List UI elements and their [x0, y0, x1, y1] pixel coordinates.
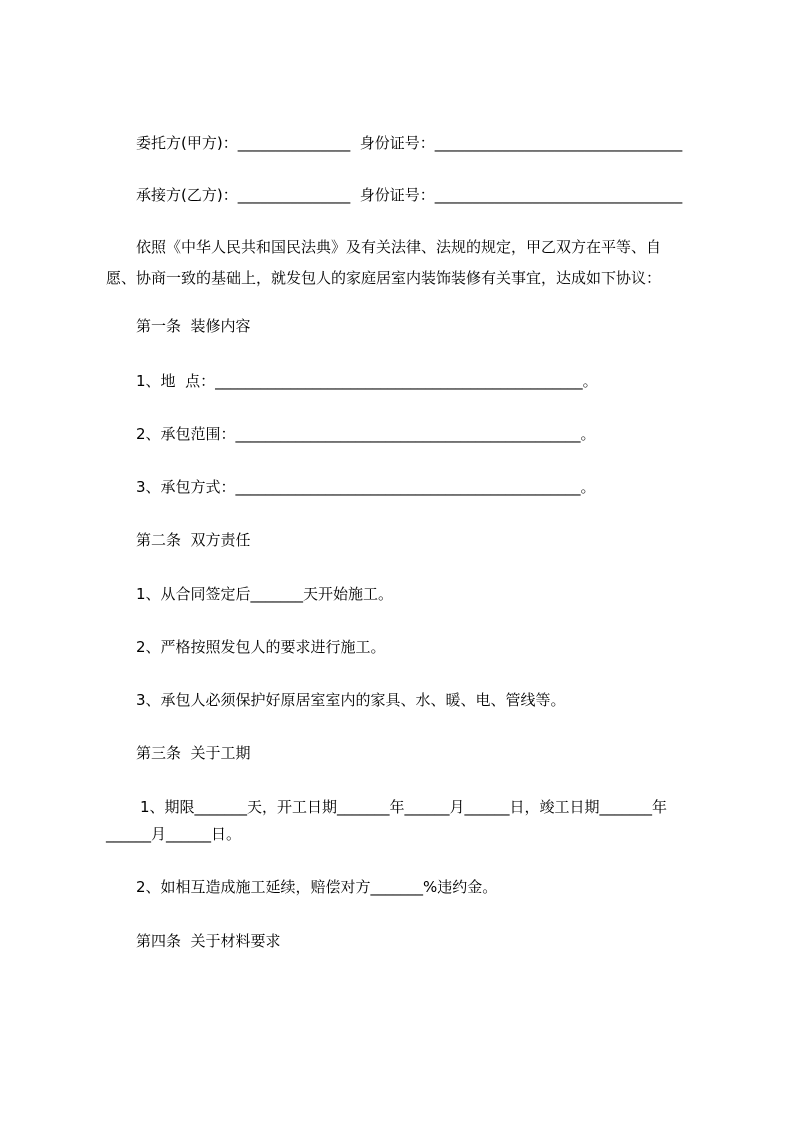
- article-1-item-2: 2、承包范围：______________________________________________。: [136, 425, 596, 443]
- article-3-item-2: 2、如相互造成施工延续，赔偿对方_______%违约金。: [136, 878, 498, 896]
- article-1-item-1: 1、地 点：_________________________________________________。: [136, 372, 598, 390]
- article-1-heading: 第一条 装修内容: [136, 317, 251, 335]
- article-4-heading: 第四条 关于材料要求: [136, 932, 281, 950]
- article-2-item-1: 1、从合同签定后_______天开始施工。: [136, 585, 394, 603]
- article-2-item-2: 2、严格按照发包人的要求进行施工。: [136, 638, 386, 656]
- intro-paragraph: [106, 237, 706, 288]
- contractor-party-line: 承接方(乙方)：_______________ 身份证号：_________________________________: [136, 186, 683, 204]
- article-3-item-1-line-2: ______月______日。: [106, 825, 242, 843]
- client-party-line: 委托方(甲方)：_______________ 身份证号：_________________________________: [136, 134, 683, 152]
- article-2-heading: 第二条 双方责任: [136, 531, 251, 549]
- article-3-item-1-line-1: 1、期限_______天，开工日期_______年______月______日，竣工日期_______年: [140, 798, 668, 816]
- intro-line-2: 愿、协商一致的基础上，就发包人的家庭居室内装饰装修有关事宜，达成如下协议：: [106, 269, 662, 287]
- article-2-item-3: 3、承包人必须保护好原居室室内的家具、水、暖、电、管线等。: [136, 691, 566, 709]
- intro-line-1: 依照《中华人民共和国民法典》及有关法律、法规的规定，甲乙双方在平等、自: [136, 238, 662, 256]
- article-3-heading: 第三条 关于工期: [136, 744, 251, 762]
- article-1-item-3: 3、承包方式：______________________________________________。: [136, 478, 596, 496]
